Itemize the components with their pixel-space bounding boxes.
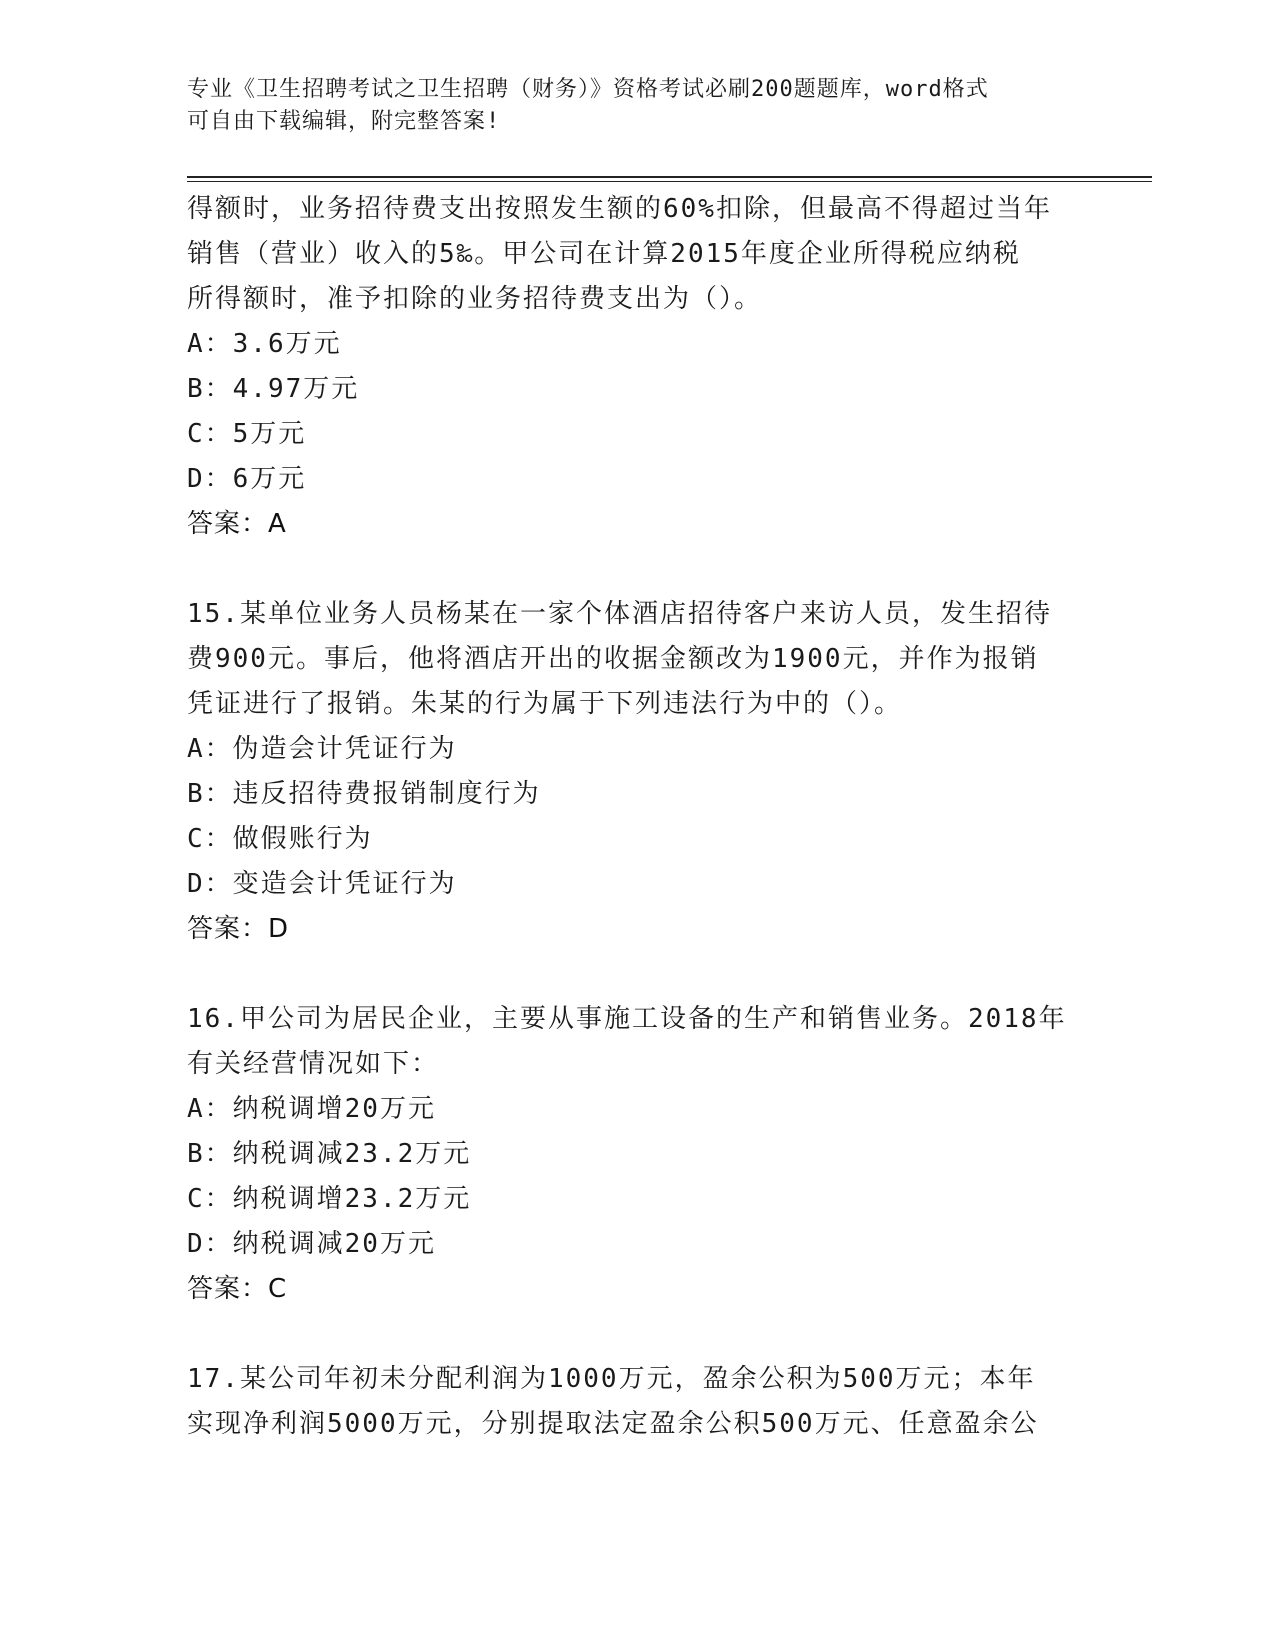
spacer [187, 1312, 1087, 1357]
option-c: C：做假账行为 [187, 824, 373, 854]
option-d: D：6万元 [187, 464, 307, 494]
question-text-line: 费900元。事后，他将酒店开出的收据金额改为1900元，并作为报销 [187, 644, 1039, 674]
answer-label: 答案：A [187, 509, 287, 539]
question-text-line: 凭证进行了报销。朱某的行为属于下列违法行为中的（）。 [187, 689, 903, 719]
question-15 [187, 592, 1087, 952]
spacer [187, 952, 1087, 997]
header-divider-thin [187, 181, 1152, 182]
option-d: D：变造会计凭证行为 [187, 869, 457, 899]
question-text-line: 销售（营业）收入的5‰。甲公司在计算2015年度企业所得税应纳税 [187, 239, 1021, 269]
option-a: A：3.6万元 [187, 329, 342, 359]
question-text-line: 16.甲公司为居民企业，主要从事施工设备的生产和销售业务。2018年 [187, 1004, 1067, 1034]
page-header [187, 74, 1087, 138]
spacer [187, 547, 1087, 592]
option-b: B：违反招待费报销制度行为 [187, 779, 541, 809]
option-c: C：纳税调增23.2万元 [187, 1184, 472, 1214]
header-title-line-1: 专业《卫生招聘考试之卫生招聘（财务）》资格考试必刷200题题库，word格式 [187, 77, 989, 102]
question-17 [187, 1357, 1087, 1447]
option-d: D：纳税调减20万元 [187, 1229, 436, 1259]
question-text-line: 得额时，业务招待费支出按照发生额的60%扣除，但最高不得超过当年 [187, 194, 1052, 224]
option-a: A：伪造会计凭证行为 [187, 734, 457, 764]
question-text-line: 所得额时，准予扣除的业务招待费支出为（）。 [187, 284, 763, 314]
question-14 [187, 187, 1087, 547]
option-c: C：5万元 [187, 419, 307, 449]
question-text-line: 有关经营情况如下： [187, 1049, 440, 1079]
question-text-line: 15.某单位业务人员杨某在一家个体酒店招待客户来访人员，发生招待 [187, 599, 1052, 629]
answer-label: 答案：C [187, 1274, 288, 1304]
question-text-line: 17.某公司年初未分配利润为1000万元，盈余公积为500万元；本年 [187, 1364, 1036, 1394]
answer-label: 答案：D [187, 914, 290, 944]
header-title-line-2: 可自由下载编辑，附完整答案! [187, 109, 501, 134]
header-divider-thick [187, 176, 1152, 178]
document-body [187, 187, 1087, 1447]
question-16 [187, 997, 1087, 1312]
option-b: B：4.97万元 [187, 374, 360, 404]
option-b: B：纳税调减23.2万元 [187, 1139, 472, 1169]
question-text-line: 实现净利润5000万元，分别提取法定盈余公积500万元、任意盈余公 [187, 1409, 1039, 1439]
option-a: A：纳税调增20万元 [187, 1094, 436, 1124]
